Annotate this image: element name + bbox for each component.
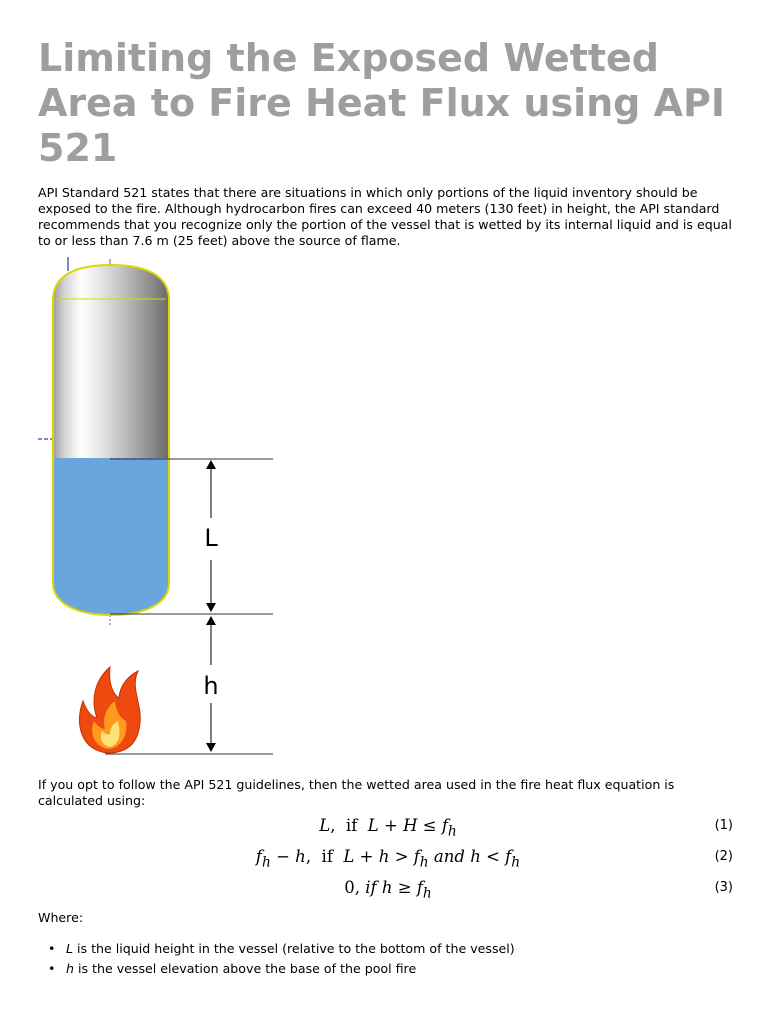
vessel-body <box>50 260 175 623</box>
dim-L-arrowhead-top <box>206 460 216 469</box>
fire-icon <box>79 667 140 753</box>
vessel-vapor-space <box>50 260 175 460</box>
vessel-figure <box>30 255 290 769</box>
equation-1-expression: L, if $L + H \le f_h$ <box>319 816 457 840</box>
equation-1 <box>38 814 738 840</box>
equation-1-number: (1) <box>714 818 733 833</box>
definition-text: is the vessel elevation above the base of the pool fire <box>73 961 417 976</box>
equation-3-expression: 0, if $h \ge f_h$ <box>344 878 432 902</box>
vessel-diagram <box>30 255 290 765</box>
equation-2 <box>38 845 738 871</box>
dim-h-arrowhead-bottom <box>206 743 216 752</box>
equation-lead-in: If you opt to follow the API 521 guidelines, then the wetted area used in the fire heat flux equation is calculated using: <box>38 777 675 808</box>
equation-3 <box>38 876 738 902</box>
definitions-list <box>48 939 515 979</box>
equation-2-number: (2) <box>714 849 733 864</box>
bullet-icon: • <box>48 941 56 956</box>
list-item <box>48 939 515 959</box>
where-label: Where: <box>38 910 84 925</box>
dim-L-arrowhead-bottom <box>206 603 216 612</box>
bullet-icon: • <box>48 961 56 976</box>
equation-3-number: (3) <box>714 880 733 895</box>
definition-symbol: h <box>66 961 74 976</box>
page-title: Limiting the Exposed Wetted Area to Fire Heat Flux using API 521 <box>38 36 725 170</box>
list-item <box>48 959 515 979</box>
dim-L-label: L <box>204 524 218 552</box>
vessel-liquid <box>50 458 175 623</box>
equation-2-expression: $f_h - h$, if $L + h > f_h$ and $h < f_h$ <box>255 847 521 871</box>
dim-h-label: h <box>203 672 219 700</box>
intro-paragraph: API Standard 521 states that there are situations in which only portions of the liquid inventory should be exposed to the fire. Although hydrocarbon fires can exceed 40 meters (130 feet) in height, the API standard recommends that you recognize only the portion of the vessel that is wetted by its internal liquid and is equal to or less than 7.6 m (25 feet) above the source of flame. <box>38 185 732 248</box>
definition-symbol: L <box>66 941 74 956</box>
dim-h-arrowhead-top <box>206 616 216 625</box>
definition-text: is the liquid height in the vessel (relative to the bottom of the vessel) <box>73 941 515 956</box>
